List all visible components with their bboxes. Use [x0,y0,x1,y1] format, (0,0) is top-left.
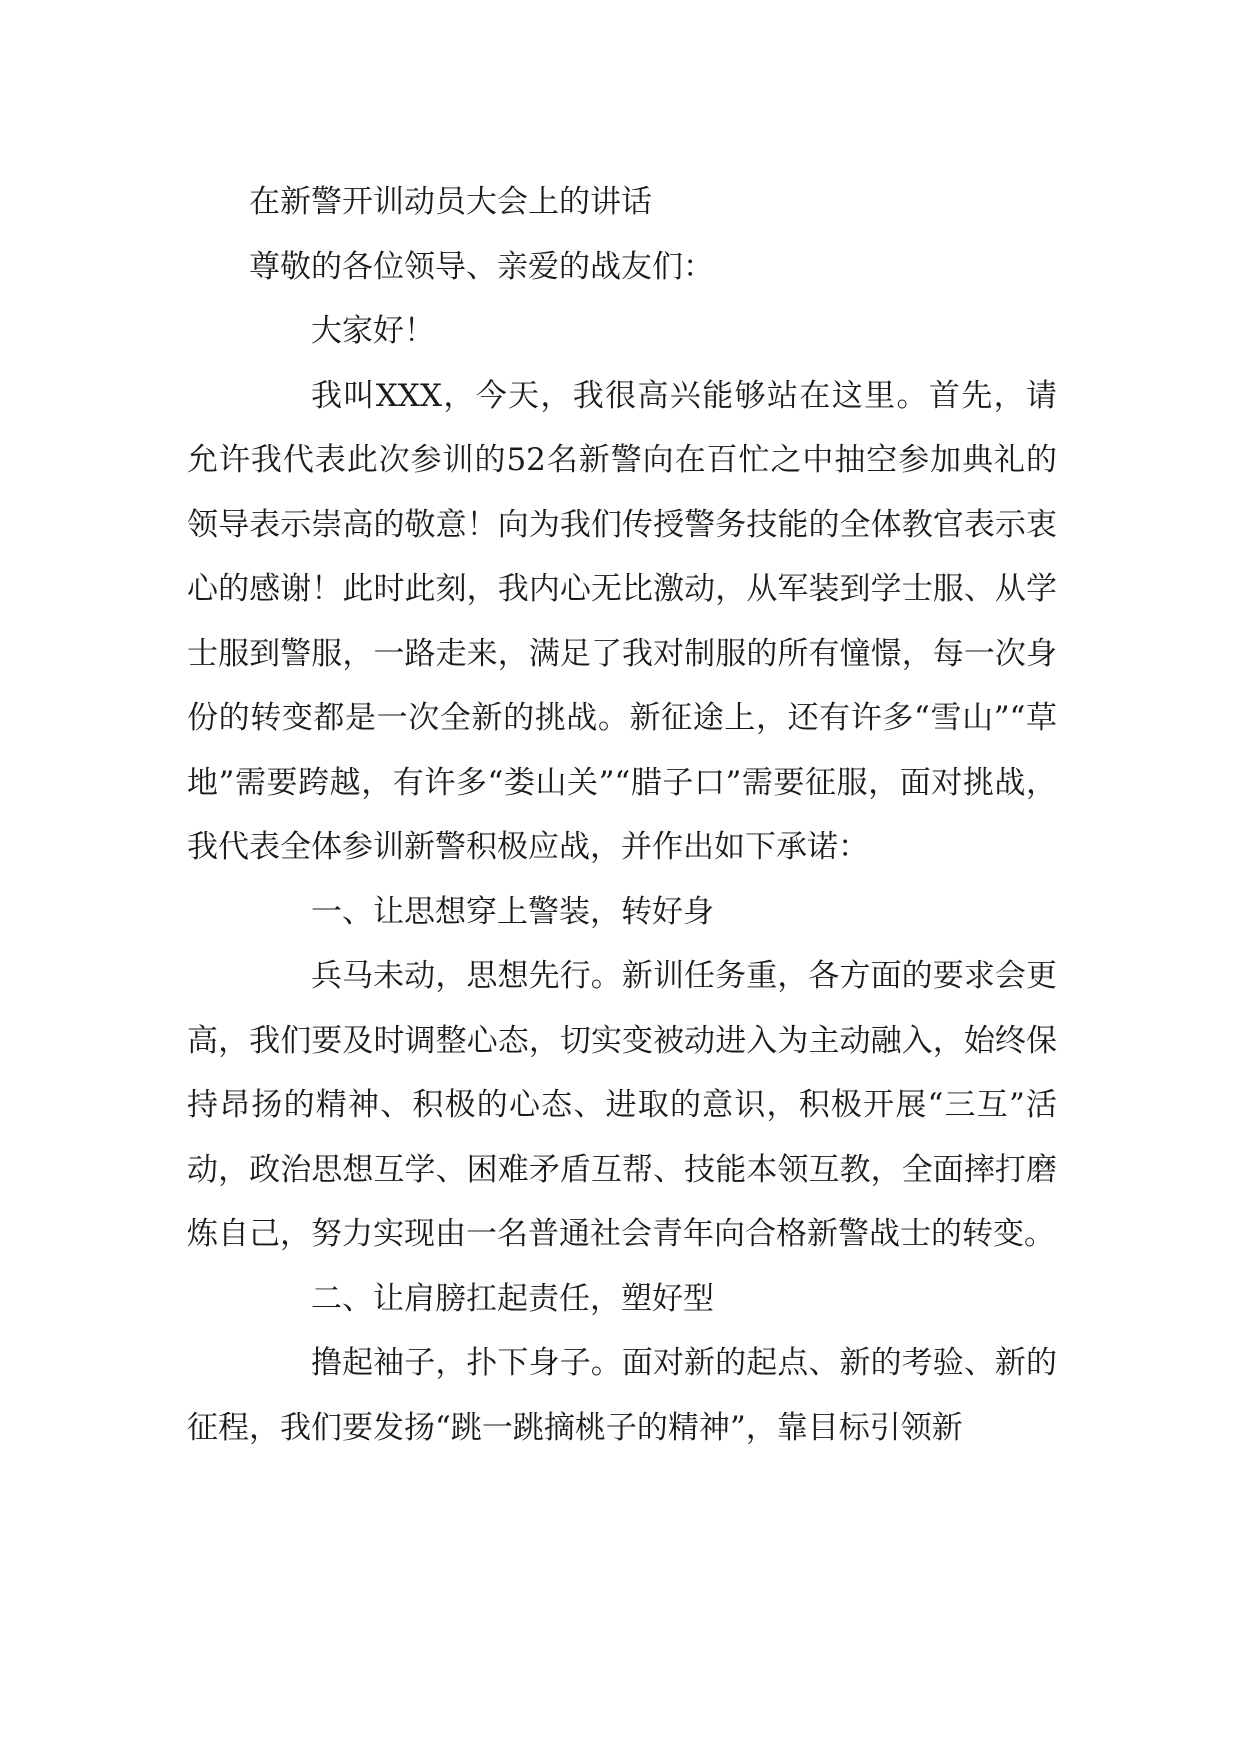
intro-paragraph: 我叫XXX，今天，我很高兴能够站在这里。首先，请允许我代表此次参训的52名新警向在百忙之中抽空参加典礼的领导表示崇高的敬意！向为我们传授警务技能的全体教官表示衷心的感谢！此时此刻，我内心无比激动，从军装到学士服、从学士服到警服，一路走来，满足了我对制服的所有憧憬，每一次身份的转变都是一次全新的挑战。新征途上，还有许多“雪山”“草地”需要跨越，有许多“娄山关”“腊子口”需要征服，面对挑战，我代表全体参训新警积极应战，并作出如下承诺： [187,377,1057,865]
document-body [187,170,1057,1460]
section-2-heading: 二、让肩膀扛起责任，塑好型 [311,1280,714,1317]
greeting: 大家好！ [311,313,435,349]
salutation: 尊敬的各位领导、亲爱的战友们： [249,248,714,285]
section-1-heading: 一、让思想穿上警装，转好身 [311,893,714,930]
section-1-paragraph: 兵马未动，思想先行。新训任务重，各方面的要求会更高，我们要及时调整心态，切实变被动进入为主动融入，始终保持昂扬的精神、积极的心态、进取的意识，积极开展“三互”活动，政治思想互学、困难矛盾互帮、技能本领互教，全面摔打磨炼自己，努力实现由一名普通社会青年向合格新警战士的转变。 [187,958,1057,1252]
document-title: 在新警开训动员大会上的讲话 [249,184,652,220]
section-2-paragraph: 撸起袖子，扑下身子。面对新的起点、新的考验、新的征程，我们要发扬“跳一跳摘桃子的精神”，靠目标引领新 [187,1345,1057,1446]
